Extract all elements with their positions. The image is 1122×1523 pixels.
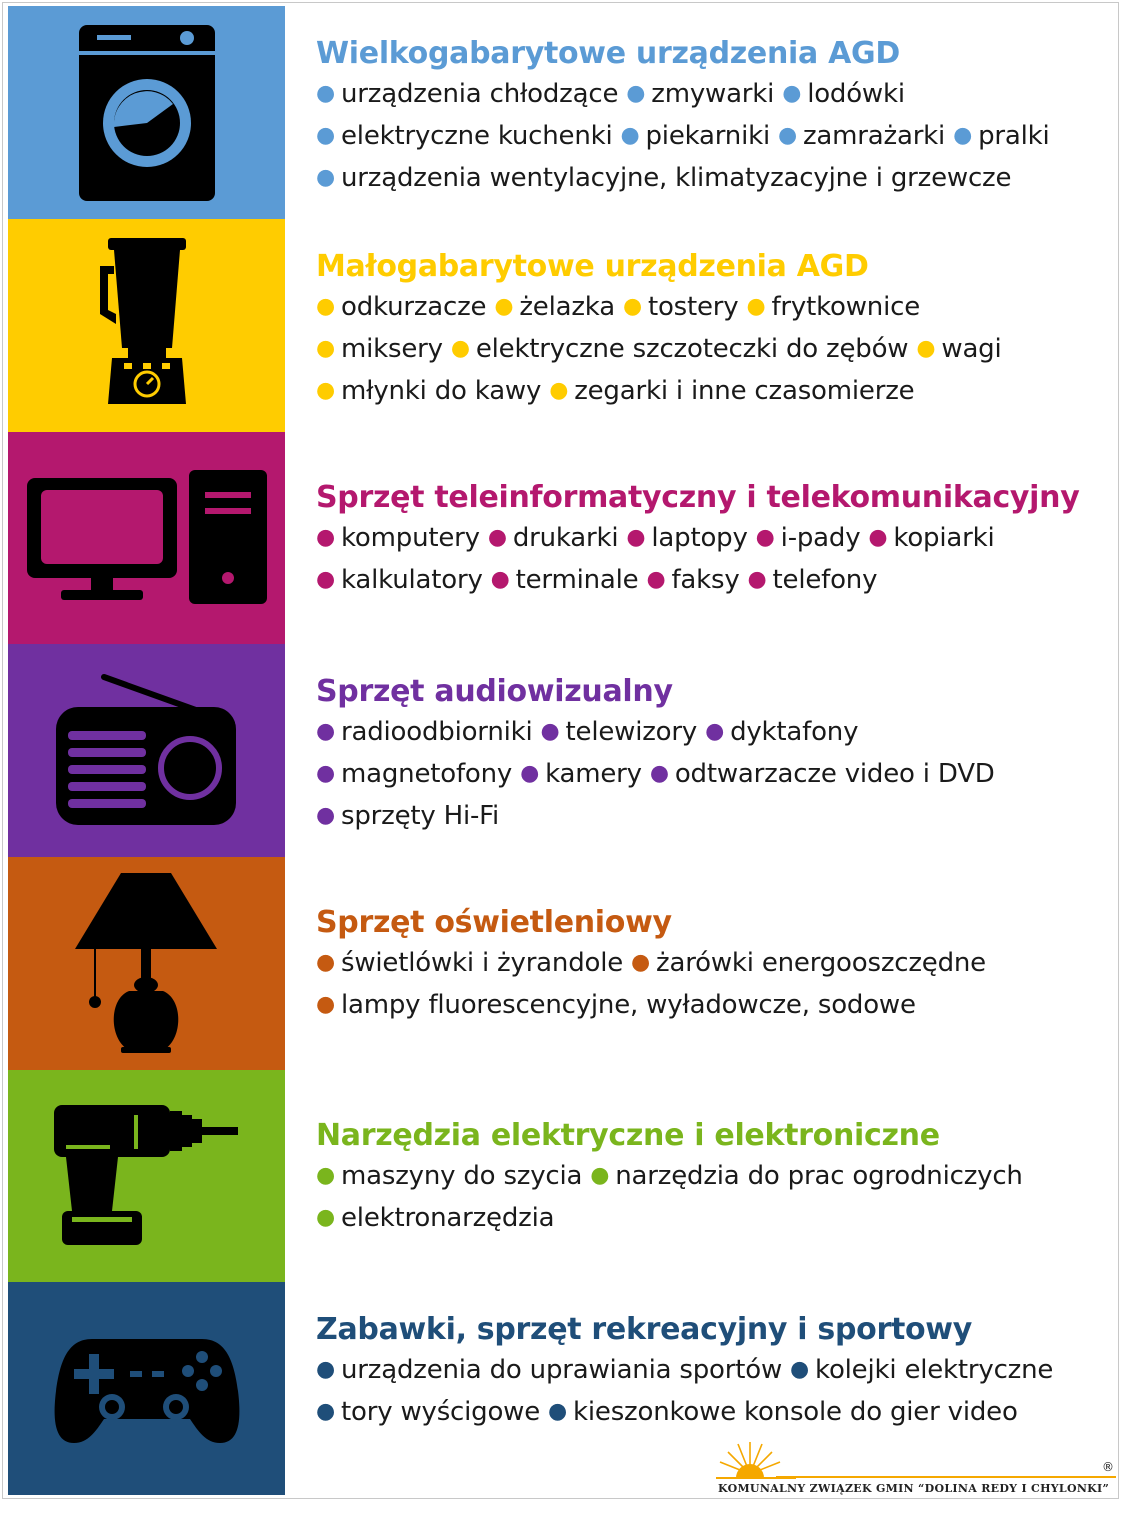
bullet-dot: ● [316,1163,335,1188]
list-item: urządzenia do uprawiania sportów [341,1355,783,1385]
bullet-dot: ● [590,1163,610,1188]
bullet-dot: ● [777,123,797,148]
list-item: żelazka [519,292,615,322]
list-item: zamrażarki [802,121,946,151]
list-item: telefony [772,565,878,595]
bullet-dot: ● [316,567,335,592]
bullet-dot: ● [540,719,560,744]
category-title: Narzędzia elektryczne i elektroniczne [316,1118,940,1153]
list-item: kopiarki [893,523,995,553]
item-line [316,560,1110,602]
list-item: żarówki energooszczędne [656,948,986,978]
bullet-dot: ● [620,123,640,148]
item-line [316,74,1110,116]
bullet-dot: ● [316,123,335,148]
washing-machine-icon [77,23,217,203]
lamp-icon [71,869,223,1059]
list-item: elektronarzędzia [341,1203,555,1233]
category-section [8,6,1120,219]
bullet-dot: ● [626,81,646,106]
item-line [316,985,1110,1027]
bullet-dot: ● [316,719,335,744]
item-line [316,1198,1110,1240]
list-item: kolejki elektryczne [815,1355,1054,1385]
bullet-dot: ● [790,1357,810,1382]
category-title: Wielkogabarytowe urządzenia AGD [316,36,900,71]
bullet-dot: ● [450,336,470,361]
list-item: zmywarki [651,79,775,109]
bullet-dot: ● [953,123,973,148]
bullet-dot: ● [316,81,335,106]
bullet-dot: ● [316,294,335,319]
bullet-dot: ● [316,165,335,190]
category-icon-panel [8,644,285,857]
bullet-dot: ● [868,525,888,550]
bullet-dot: ● [747,567,767,592]
bullet-dot: ● [755,525,775,550]
gamepad-icon [52,1331,242,1447]
category-content [316,247,1110,413]
list-item: telewizory [565,717,698,747]
item-line [316,371,1110,413]
category-title: Sprzęt audiowizualny [316,674,673,709]
list-item: frytkownice [771,292,920,322]
list-item: lodówki [807,79,905,109]
bullet-dot: ● [490,567,510,592]
list-item: komputery [341,523,480,553]
item-line [316,518,1110,560]
list-item: lampy fluorescencyjne, wyładowcze, sodowe [341,990,916,1020]
registered-mark: ® [1102,1460,1114,1474]
category-content [316,903,1110,1027]
category-icon-panel [8,1282,285,1495]
item-line [316,712,1110,754]
bullet-dot: ● [316,1357,335,1382]
category-icon-panel [8,432,285,644]
bullet-dot: ● [626,525,646,550]
bullet-dot: ● [646,567,666,592]
computer-icon [25,468,269,608]
item-line [316,1392,1110,1434]
list-item: dyktafony [730,717,859,747]
logo-text: KOMUNALNY ZWIĄZEK GMIN “DOLINA REDY I CHYLONKI” [718,1482,1110,1495]
item-line [316,943,1110,985]
radio-icon [54,671,240,831]
category-section [8,644,1120,857]
bullet-dot: ● [316,950,335,975]
list-item: drukarki [512,523,619,553]
list-item: świetlówki i żyrandole [341,948,624,978]
bullet-dot: ● [746,294,766,319]
bullet-dot: ● [705,719,725,744]
list-item: magnetofony [341,759,513,789]
list-item: i-pady [780,523,861,553]
bullet-dot: ● [631,950,651,975]
bullet-dot: ● [649,761,669,786]
item-line [316,1156,1110,1198]
category-content [316,1116,1110,1240]
logo [716,1440,1118,1500]
list-item: odkurzacze [341,292,487,322]
drill-icon [52,1101,242,1251]
list-item: tory wyścigowe [341,1397,541,1427]
list-item: urządzenia wentylacyjne, klimatyzacyjne i grzewcze [341,163,1012,193]
list-item: kalkulatory [341,565,483,595]
list-item: wagi [941,334,1002,364]
list-item: miksery [341,334,443,364]
list-item: narzędzia do prac ogrodniczych [615,1161,1023,1191]
category-content [316,478,1110,602]
list-item: laptopy [651,523,748,553]
list-item: pralki [978,121,1050,151]
bullet-dot: ● [316,1399,335,1424]
bullet-dot: ● [494,294,514,319]
bullet-dot: ● [316,761,335,786]
list-item: urządzenia chłodzące [341,79,619,109]
blender-icon [92,236,202,416]
list-item: radioodbiorniki [341,717,533,747]
bullet-dot: ● [549,378,569,403]
item-line [316,158,1110,200]
bullet-dot: ● [316,1205,335,1230]
bullet-dot: ● [316,336,335,361]
category-section [8,1070,1120,1282]
category-content [316,34,1110,200]
category-content [316,1310,1110,1434]
bullet-dot: ● [782,81,802,106]
category-section [8,857,1120,1070]
item-line [316,796,1110,838]
list-item: odtwarzacze video i DVD [674,759,995,789]
list-item: piekarniki [645,121,770,151]
item-line [316,116,1110,158]
category-title: Sprzęt teleinformatyczny i telekomunikacyjny [316,480,1080,515]
item-line [316,754,1110,796]
bullet-dot: ● [316,992,335,1017]
list-item: faksy [671,565,740,595]
bullet-dot: ● [316,803,335,828]
category-icon-panel [8,6,285,219]
list-item: młynki do kawy [341,376,542,406]
category-icon-panel [8,857,285,1070]
category-title: Małogabarytowe urządzenia AGD [316,249,869,284]
category-section [8,219,1120,432]
item-line [316,329,1110,371]
bullet-dot: ● [520,761,540,786]
list-item: sprzęty Hi-Fi [341,801,500,831]
item-line [316,1350,1110,1392]
bullet-dot: ● [622,294,642,319]
list-item: terminale [515,565,639,595]
list-item: maszyny do szycia [341,1161,583,1191]
bullet-dot: ● [916,336,936,361]
list-item: kamery [545,759,642,789]
list-item: kieszonkowe konsole do gier video [573,1397,1018,1427]
item-line [316,287,1110,329]
category-title: Sprzęt oświetleniowy [316,905,672,940]
list-item: elektryczne kuchenki [341,121,613,151]
category-content [316,672,1110,838]
bullet-dot: ● [316,525,335,550]
category-title: Zabawki, sprzęt rekreacyjny i sportowy [316,1312,972,1347]
bullet-dot: ● [548,1399,568,1424]
list-item: tostery [647,292,739,322]
category-icon-panel [8,1070,285,1282]
category-icon-panel [8,219,285,432]
bullet-dot: ● [487,525,507,550]
list-item: zegarki i inne czasomierze [574,376,915,406]
category-section [8,432,1120,644]
bullet-dot: ● [316,378,335,403]
list-item: elektryczne szczoteczki do zębów [475,334,909,364]
